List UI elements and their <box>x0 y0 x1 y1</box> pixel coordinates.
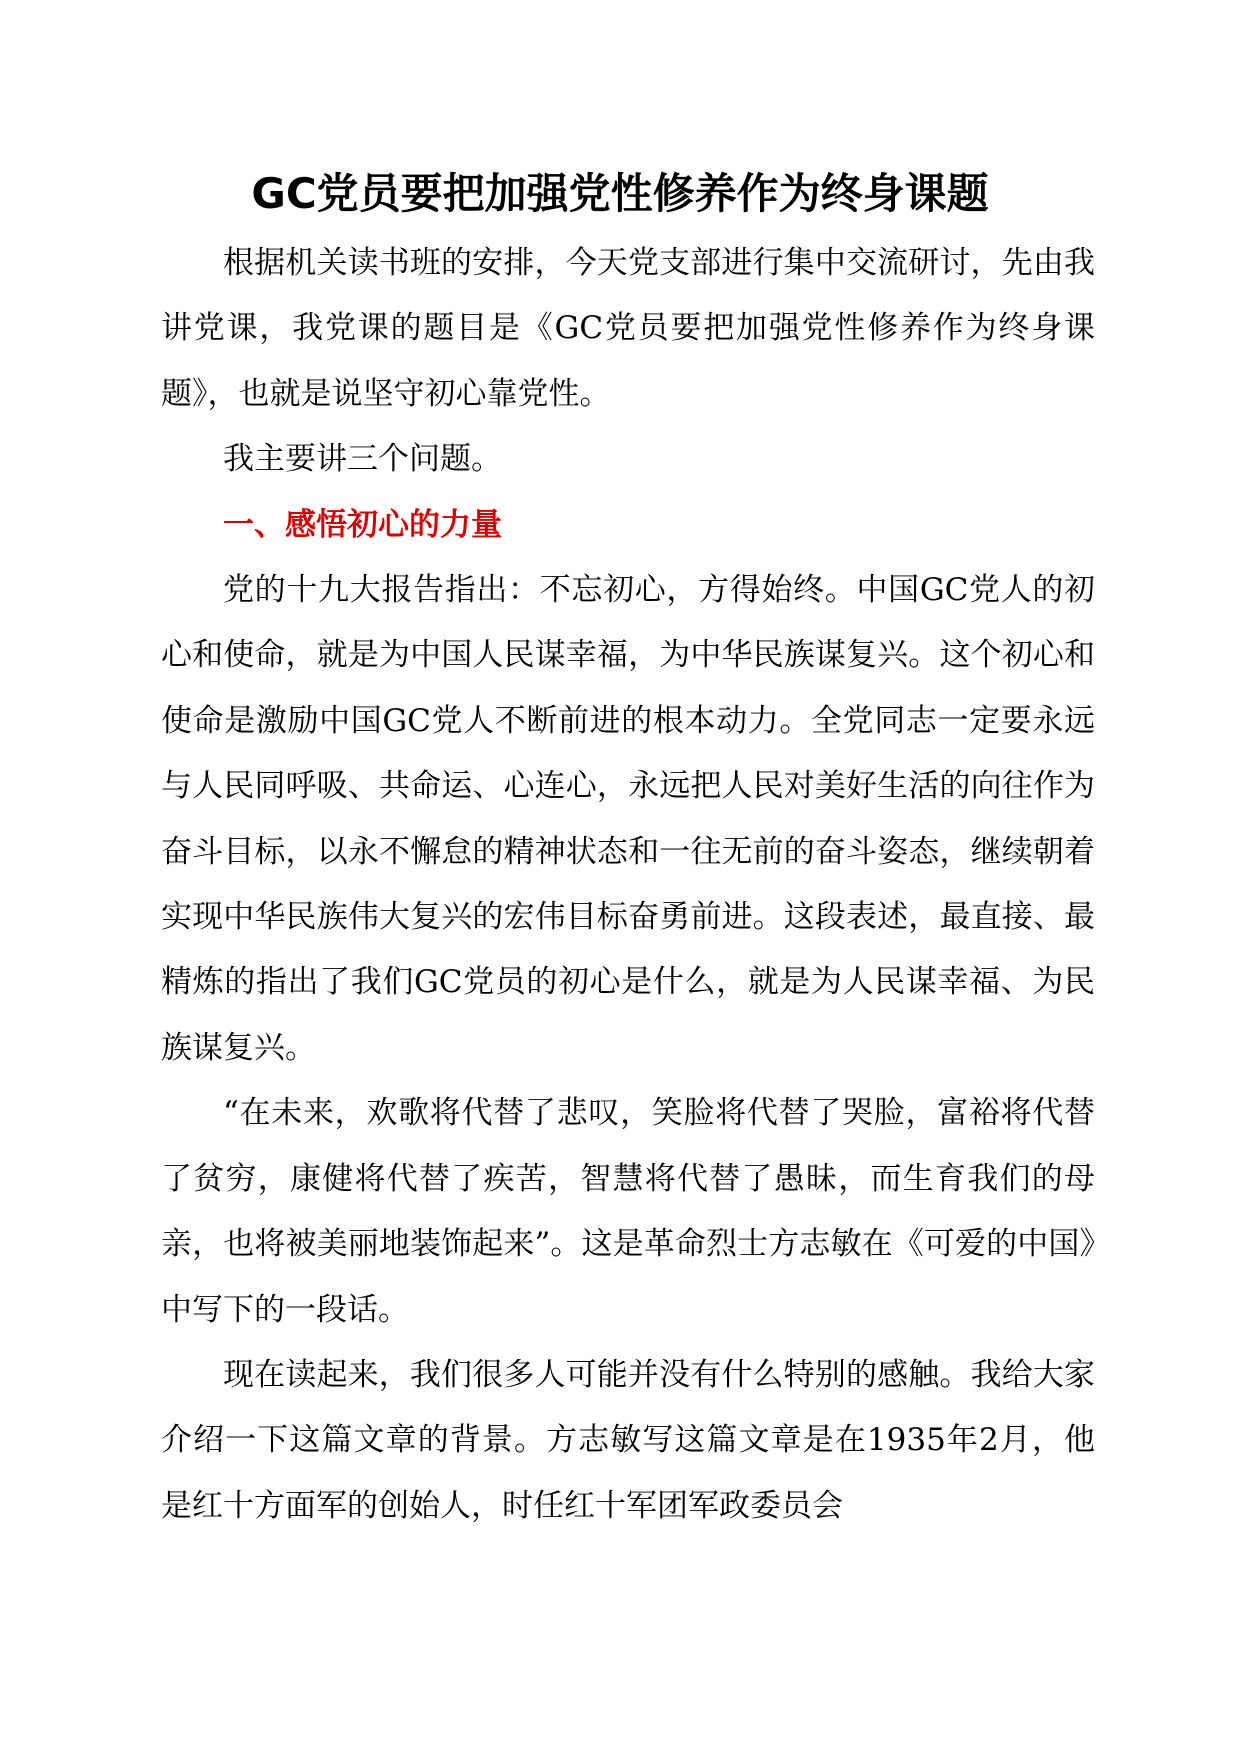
paragraph-intro: 根据机关读书班的安排，今天党支部进行集中交流研讨，先由我讲党课，我党课的题目是《GC党员要把加强党性修养作为终身课题》，也就是说坚守初心靠党性。 <box>161 245 1095 412</box>
paragraph-background: 现在读起来，我们很多人可能并没有什么特别的感触。我给大家介绍一下这篇文章的背景。方志敏写这篇文章是在1935年2月，他是红十方面军的创始人，时任红十军团军政委员会 <box>161 1356 1095 1524</box>
paragraph-report-quote: 党的十九大报告指出：不忘初心，方得始终。中国GC党人的初心和使命，就是为中国人民谋幸福，为中华民族谋复兴。这个初心和使命是激励中国GC党人不断前进的根本动力。全党同志一定要永远与人民同呼吸、共命运、心连心，永远把人民对美好生活的向往作为奋斗目标，以永不懈怠的精神状态和一往无前的奋斗姿态，继续朝着实现中华民族伟大复兴的宏伟目标奋勇前进。这段表述，最直接、最精炼的指出了我们GC党员的初心是什么，就是为人民谋幸福、为民族谋复兴。 <box>161 572 1095 1066</box>
document-body <box>161 231 1095 1539</box>
paragraph-fang-zhimin-quote: “在未来，欢歌将代替了悲叹，笑脸将代替了哭脸，富裕将代替了贫穷，康健将代替了疾苦，智慧将代替了愚昧，而生育我们的母亲，也将被美丽地装饰起来”。这是革命烈士方志敏在《可爱的中国》中写下的一段话。 <box>161 1095 1095 1328</box>
paragraph-outline: 我主要讲三个问题。 <box>223 441 502 478</box>
section-heading-1: 一、感悟初心的力量 <box>223 506 502 543</box>
document-title: GC党员要把加强党性修养作为终身课题 <box>251 169 989 218</box>
